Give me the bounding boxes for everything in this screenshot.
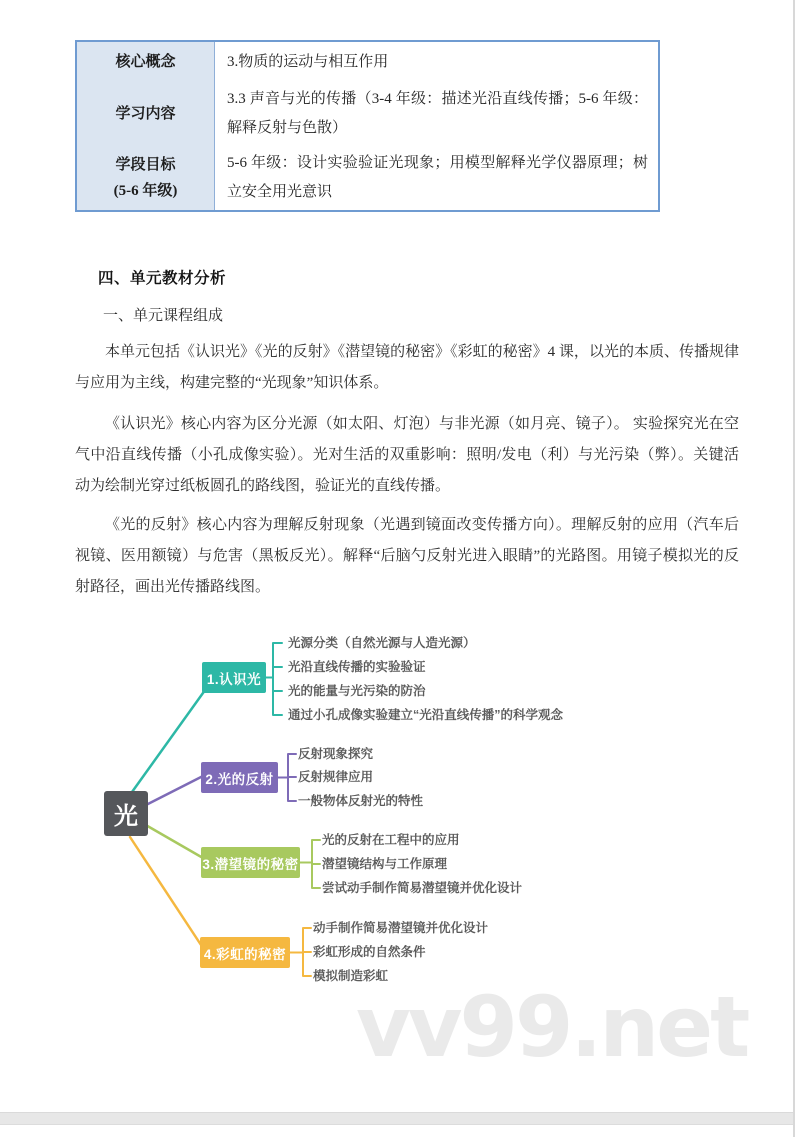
watermark-text: vv99.net — [356, 978, 748, 1076]
table-label-text: 核心概念 — [115, 54, 176, 70]
table-value-text: 5-6 年级：设计实验验证光现象；用模型解释光学仪器原理；树立安全用光意识 — [227, 155, 648, 200]
table-row — [77, 42, 658, 82]
page-separator — [0, 1112, 793, 1125]
mindmap-branch-node-1: 1.认识光 — [202, 662, 266, 693]
mindmap-leaf: 光沿直线传播的实验验证 — [288, 660, 426, 674]
table-row-value — [215, 82, 658, 146]
table-label-text-line2: (5-6 年级) — [113, 183, 178, 199]
mindmap-branch-node-3: 3.潜望镜的秘密 — [201, 847, 300, 878]
mindmap-leaf: 光的能量与光污染的防治 — [288, 684, 426, 698]
mindmap-branch-node-4: 4.彩虹的秘密 — [200, 937, 290, 968]
table-value-text: 3.物质的运动与相互作用 — [227, 53, 389, 70]
table-row — [77, 82, 658, 146]
mindmap-leaf: 光源分类（自然光源与人造光源） — [288, 636, 476, 650]
table-row-value — [215, 146, 658, 210]
table-row-label — [77, 42, 215, 82]
table-row-label — [77, 82, 215, 146]
curriculum-summary-table — [75, 40, 660, 212]
next-page-sliver — [0, 1126, 793, 1137]
mindmap-branch-node-2: 2.光的反射 — [201, 762, 278, 793]
paragraph: 《认识光》核心内容为区分光源（如太阳、灯泡）与非光源（如月亮、镜子）。 实验探究光在空气中沿直线传播（小孔成像实验）。光对生活的双重影响：照明/发电（利）与光污染（弊）。关键活动为绘制光穿过纸板圆孔的路线图，验证光的直线传播。 — [75, 416, 739, 494]
mindmap-leaf: 彩虹形成的自然条件 — [313, 945, 426, 959]
mindmap-leaf: 潜望镜结构与工作原理 — [322, 857, 448, 871]
table-label-text: 学段目标 — [115, 157, 176, 173]
table-row — [77, 146, 658, 210]
mindmap-leaf: 通过小孔成像实验建立“光沿直线传播”的科学观念 — [288, 708, 564, 722]
mindmap-leaf: 尝试动手制作简易潜望镜并优化设计 — [322, 881, 523, 895]
table-row-label — [77, 146, 215, 210]
section-heading: 四、单元教材分析 — [98, 270, 227, 287]
mindmap-leaf: 反射规律应用 — [298, 770, 374, 784]
mindmap-leaf: 一般物体反射光的特性 — [298, 794, 424, 808]
mindmap-leaf: 反射现象探究 — [298, 747, 374, 761]
mindmap-leaf: 光的反射在工程中的应用 — [322, 833, 460, 847]
mindmap-root-node: 光 — [104, 791, 148, 836]
mindmap-leaf: 动手制作简易潜望镜并优化设计 — [313, 921, 489, 935]
table-row-value — [215, 42, 658, 82]
page-right-edge-line — [793, 0, 795, 1137]
paragraph: 本单元包括《认识光》《光的反射》《潜望镜的秘密》《彩虹的秘密》4 课，以光的本质、传播规律与应用为主线，构建完整的“光现象”知识体系。 — [75, 344, 739, 391]
paragraph: 《光的反射》核心内容为理解反射现象（光遇到镜面改变传播方向）。理解反射的应用（汽车后视镜、医用额镜）与危害（黑板反光）。解释“后脑勺反射光进入眼睛”的光路图。用镜子模拟光的反射路径，画出光传播路线图。 — [75, 517, 739, 595]
table-value-text: 3.3 声音与光的传播（3-4 年级：描述光沿直线传播；5-6 年级：解释反射与色散） — [227, 91, 648, 136]
mindmap-leaf: 模拟制造彩虹 — [313, 969, 389, 983]
section-subheading: 一、单元课程组成 — [103, 308, 224, 324]
table-label-text: 学习内容 — [115, 106, 176, 122]
